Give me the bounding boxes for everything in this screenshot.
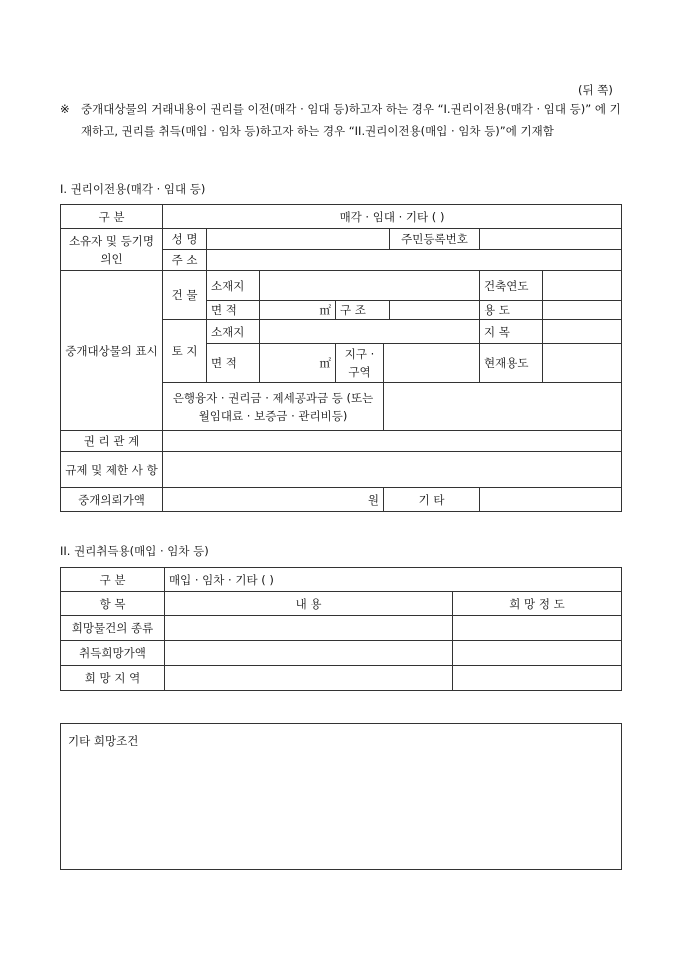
address-label: 주 소 — [163, 250, 207, 271]
land-sqm-unit: ㎡ — [319, 356, 331, 370]
acq-row-preference[interactable] — [453, 666, 622, 691]
built-year-label: 건축연도 — [480, 271, 543, 301]
finance-field[interactable] — [384, 383, 622, 431]
structure-label: 구 조 — [336, 301, 390, 320]
other-conditions-label: 기타 희망조건 — [68, 734, 139, 748]
building-area-field[interactable] — [260, 301, 336, 320]
category-value[interactable]: 매각 · 임대 · 기타 ( ) — [163, 205, 622, 229]
won-unit: 원 — [367, 492, 379, 507]
land-location-label: 소재지 — [207, 320, 260, 344]
finance-label: 은행융자 · 권리금 · 제세공과금 등 (또는 월임대료 · 보증금 · 관리비등) — [163, 383, 384, 431]
acq-row-preference[interactable] — [453, 641, 622, 666]
other-conditions-box[interactable] — [60, 723, 622, 870]
land-label: 토 지 — [163, 320, 207, 383]
section2-title: II. 권리취득용(매입 · 임차 등) — [60, 544, 209, 558]
building-location-label: 소재지 — [207, 271, 260, 301]
acq-category-label: 구 분 — [61, 568, 165, 592]
page-side-label: (뒤 쪽) — [578, 83, 613, 97]
price-label: 중개의뢰가액 — [61, 488, 163, 512]
building-location-field[interactable] — [260, 271, 480, 301]
restriction-label: 규제 및 제한 사 항 — [61, 452, 163, 488]
resident-no-field[interactable] — [480, 229, 622, 250]
other-label: 기 타 — [384, 488, 480, 512]
category-label: 구 분 — [61, 205, 163, 229]
restriction-field[interactable] — [163, 452, 622, 488]
acq-row-label: 취득희망가액 — [61, 641, 165, 666]
property-label: 중개대상물의 표시 — [61, 271, 163, 431]
acq-row-preference[interactable] — [453, 616, 622, 641]
name-field[interactable] — [207, 229, 390, 250]
rights-field[interactable] — [163, 431, 622, 452]
current-use-label: 현재용도 — [480, 344, 543, 383]
current-use-field[interactable] — [543, 344, 622, 383]
land-area-label: 면 적 — [207, 344, 260, 383]
other-field[interactable] — [480, 488, 622, 512]
rights-label: 권 리 관 계 — [61, 431, 163, 452]
acq-row-label: 희망물건의 종류 — [61, 616, 165, 641]
acquisition-table — [60, 567, 622, 691]
use-field[interactable] — [543, 301, 622, 320]
name-label: 성 명 — [163, 229, 207, 250]
acq-category-value[interactable]: 매입 · 임차 · 기타 ( ) — [165, 568, 622, 592]
acq-row-content[interactable] — [165, 666, 453, 691]
building-label: 건 물 — [163, 271, 207, 320]
land-location-field[interactable] — [260, 320, 480, 344]
instruction-note — [60, 98, 625, 142]
resident-no-label: 주민등록번호 — [390, 229, 480, 250]
district-label: 지구 · 구역 — [336, 344, 384, 383]
content-header: 내 용 — [165, 592, 453, 616]
owner-label: 소유자 및 등기명의인 — [61, 229, 163, 271]
section1-title: I. 권리이전용(매각 · 임대 등) — [60, 182, 206, 196]
sqm-unit: ㎡ — [319, 303, 331, 317]
acq-row-content[interactable] — [165, 616, 453, 641]
land-area-field[interactable] — [260, 344, 336, 383]
building-area-label: 면 적 — [207, 301, 260, 320]
item-header: 항 목 — [61, 592, 165, 616]
land-category-label: 지 목 — [480, 320, 543, 344]
note-mark-icon: ※ — [60, 102, 70, 116]
structure-field[interactable] — [390, 301, 480, 320]
built-year-field[interactable] — [543, 271, 622, 301]
note-text: 중개대상물의 거래내용이 권리를 이전(매각 · 임대 등)하고자 하는 경우 “I.권리이전용(매각 · 임대 등)” 에 기재하고, 권리를 취득(매입 · 임차 등)하고자 하는 경우 “II.권리이전용(매입 · 임차 등)”에 기재함 — [81, 102, 621, 138]
acq-row-content[interactable] — [165, 641, 453, 666]
address-field[interactable] — [207, 250, 622, 271]
preference-header: 희 망 정 도 — [453, 592, 622, 616]
price-field[interactable] — [163, 488, 384, 512]
district-field[interactable] — [384, 344, 480, 383]
transfer-table — [60, 204, 622, 512]
use-label: 용 도 — [480, 301, 543, 320]
land-category-field[interactable] — [543, 320, 622, 344]
acq-row-label: 희 망 지 역 — [61, 666, 165, 691]
